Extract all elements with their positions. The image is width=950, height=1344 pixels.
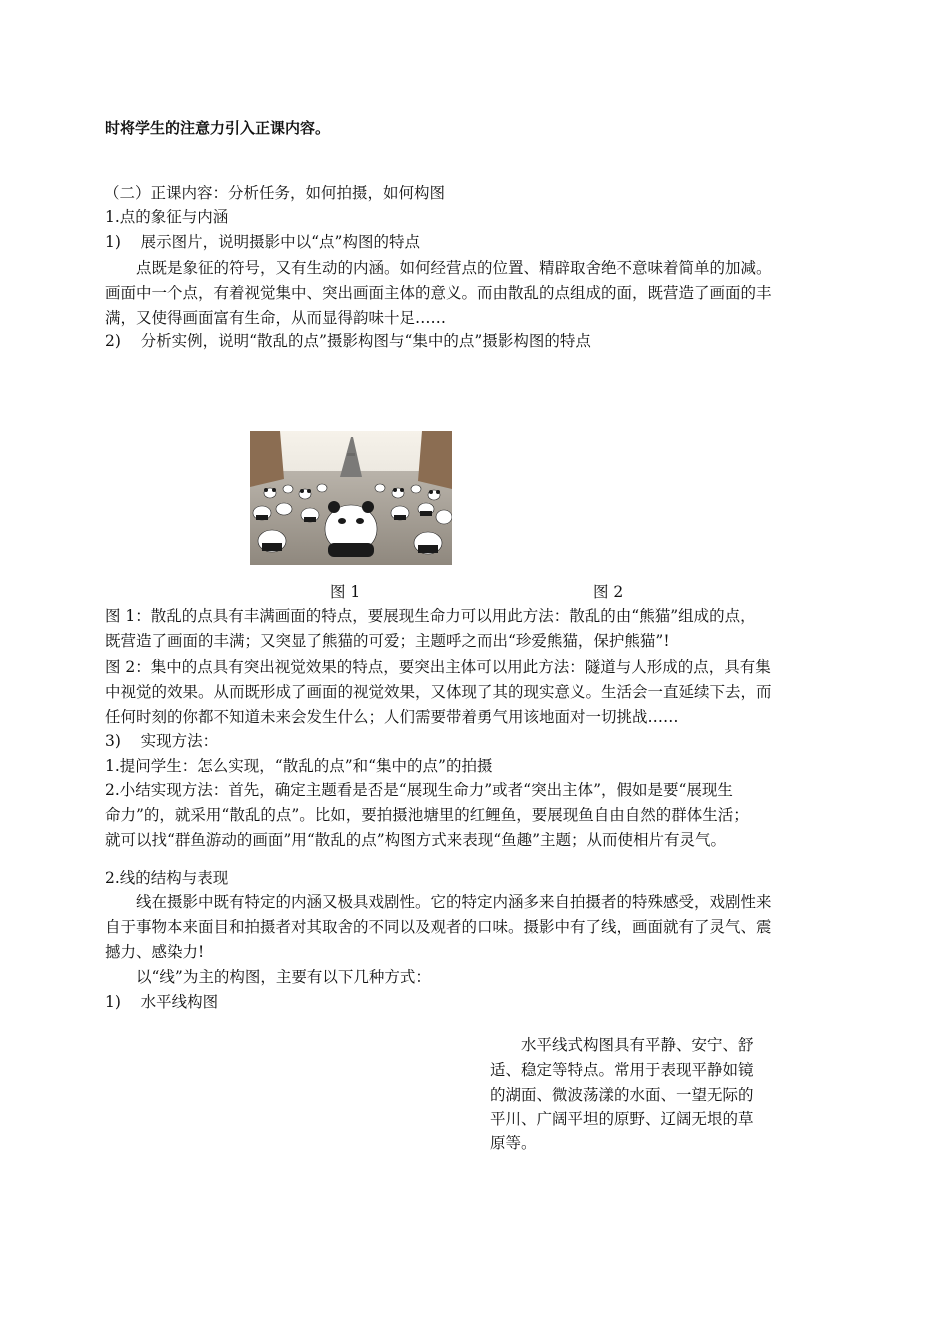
horizontal-desc-line-3: 的湖面、微波荡漾的水面、一望无际的 bbox=[490, 1086, 754, 1104]
figure-1-caption: 图 1 bbox=[330, 583, 361, 601]
horizontal-desc-line-5: 原等。 bbox=[490, 1134, 537, 1152]
point-paragraph-line-3: 满，又使得画面富有生命，从而显得韵味十足…… bbox=[105, 309, 447, 327]
figure-2-caption: 图 2 bbox=[593, 583, 624, 601]
horizontal-desc-line-4: 平川、广阔平坦的原野、辽阔无垠的草 bbox=[490, 1110, 754, 1128]
method-line-1: 1.提问学生：怎么实现，“散乱的点”和“集中的点”的拍摄 bbox=[105, 757, 493, 775]
method-line-4: 就可以找“群鱼游动的画面”用“散乱的点”构图方式来表现“鱼趣”主题；从而使相片有灵气。 bbox=[105, 831, 727, 849]
point-heading: 1.点的象征与内涵 bbox=[105, 208, 229, 226]
line-heading: 2.线的结构与表现 bbox=[105, 869, 229, 887]
method-line-2: 2.小结实现方法：首先，确定主题看是否是“展现生命力”或者“突出主体”，假如是要“展现生 bbox=[105, 781, 733, 799]
figure-desc-line-3: 图 2：集中的点具有突出视觉效果的特点，要突出主体可以用此方法：隧道与人形成的点，具有集 bbox=[105, 658, 771, 676]
method-line-3: 命力”的，就采用“散乱的点”。比如，要拍摄池塘里的红鲤鱼，要展现鱼自由自然的群体生活； bbox=[105, 806, 749, 824]
horizontal-desc-line-2: 适、稳定等特点。常用于表现平静如镜 bbox=[490, 1061, 754, 1079]
line-paragraph-line-1: 线在摄影中既有特定的内涵又极具戏剧性。它的特定内涵多来自拍摄者的特殊感受，戏剧性来 bbox=[105, 893, 772, 911]
line-paragraph-line-3: 撼力、感染力! bbox=[105, 943, 205, 961]
line-paragraph-line-2: 自于事物本来面目和拍摄者对其取舍的不同以及观者的口味。摄影中有了线，画面就有了灵气、震 bbox=[105, 918, 772, 936]
panda-photo bbox=[250, 431, 452, 565]
figure-desc-line-4: 中视觉的效果。从而既形成了画面的视觉效果，又体现了其的现实意义。生活会一直延续下去，而 bbox=[105, 683, 772, 701]
figure-desc-line-1: 图 1：散乱的点具有丰满画面的特点，要展现生命力可以用此方法：散乱的由“熊猫”组成的点， bbox=[105, 607, 756, 625]
figure-desc-line-5: 任何时刻的你都不知道未来会发生什么；人们需要带着勇气用该地面对一切挑战…… bbox=[105, 708, 679, 726]
point-paragraph-line-1: 点既是象征的符号，又有生动的内涵。如何经营点的位置、精辟取舍绝不意味着简单的加减。 bbox=[105, 259, 772, 277]
point-item-3: 3) 实现方法： bbox=[105, 732, 219, 750]
intro-text: 时将学生的注意力引入正课内容。 bbox=[105, 119, 331, 137]
point-item-1: 1) 展示图片，说明摄影中以“点”构图的特点 bbox=[105, 233, 420, 251]
point-paragraph-line-2: 画面中一个点，有着视觉集中、突出画面主体的意义。而由散乱的点组成的面，既营造了画面的丰 bbox=[105, 284, 772, 302]
section2-heading: （二）正课内容：分析任务，如何拍摄，如何构图 bbox=[104, 184, 446, 202]
figure-desc-line-2: 既营造了画面的丰满；又突显了熊猫的可爱；主题呼之而出“珍爱熊猫，保护熊猫”! bbox=[105, 632, 670, 650]
horizontal-desc-line-1: 水平线式构图具有平静、安宁、舒 bbox=[490, 1036, 754, 1054]
line-intro: 以“线”为主的构图，主要有以下几种方式： bbox=[105, 968, 431, 986]
line-item-1: 1) 水平线构图 bbox=[105, 993, 219, 1011]
point-item-2: 2) 分析实例，说明“散乱的点”摄影构图与“集中的点”摄影构图的特点 bbox=[105, 332, 591, 350]
